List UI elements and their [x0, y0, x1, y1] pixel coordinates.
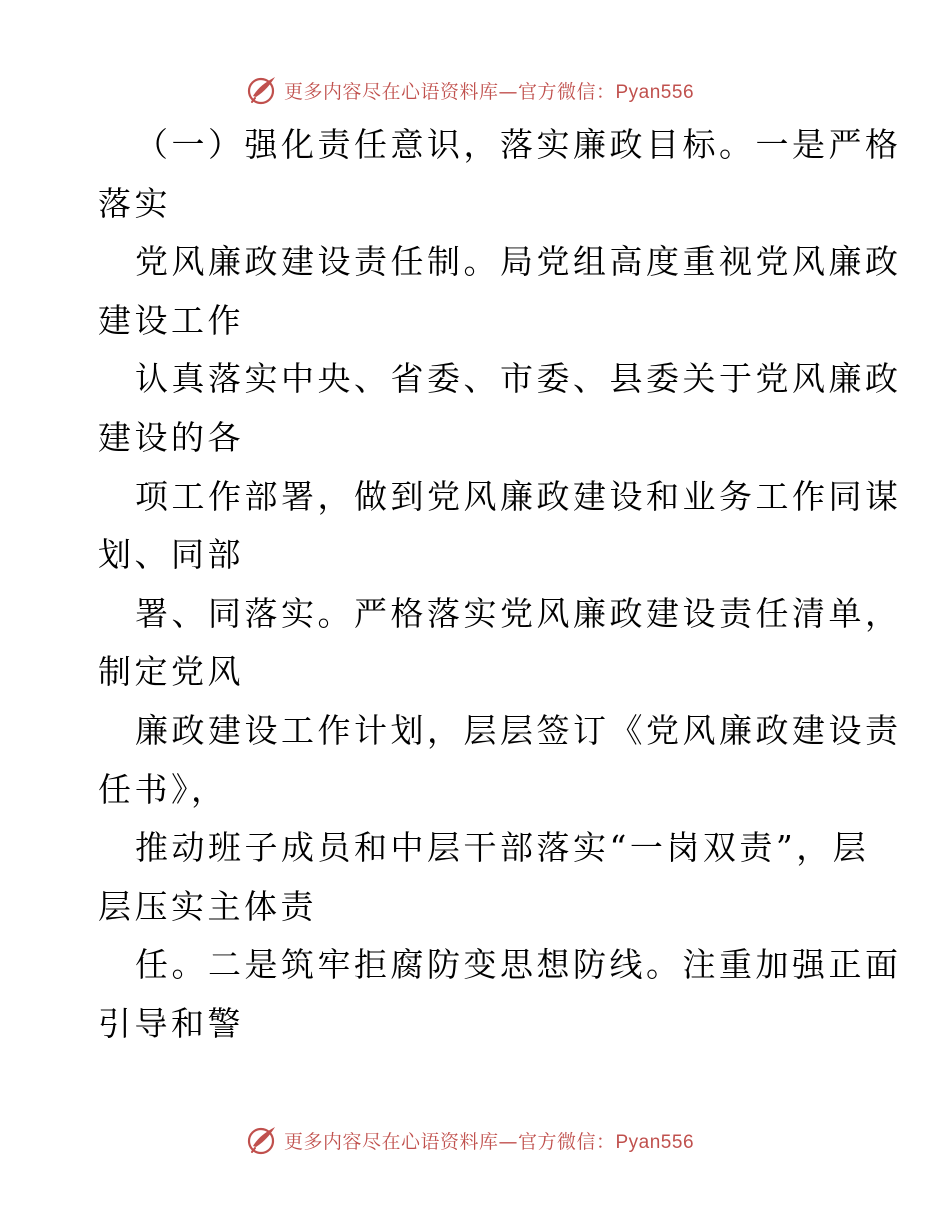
body-line: 任。二是筑牢拒腐防变思想防线。注重加强正面	[135, 945, 902, 985]
body-line: 建设的各	[98, 417, 244, 457]
body-line: 认真落实中央、省委、市委、县委关于党风廉政	[135, 359, 902, 399]
body-line: 党风廉政建设责任制。局党组高度重视党风廉政	[135, 242, 902, 282]
body-line: 任书》，	[98, 769, 228, 809]
body-line: 廉政建设工作计划，层层签订《党风廉政建设责	[135, 710, 902, 750]
body-line: （一）强化责任意识，落实廉政目标。一是严格	[135, 125, 902, 164]
header-watermark-text: 更多内容尽在心语资料库—官方微信：Pyan556	[283, 80, 695, 103]
footer-watermark-banner	[0, 1122, 950, 1158]
quill-logo-icon	[246, 74, 278, 106]
header-wechat-handle: Pyan556	[615, 81, 695, 103]
footer-watermark-text: 更多内容尽在心语资料库—官方微信：Pyan556	[283, 1130, 695, 1153]
footer-wechat-handle: Pyan556	[615, 1131, 695, 1153]
body-line: 制定党风	[98, 652, 244, 692]
body-line: 划、同部	[98, 535, 244, 575]
body-line: 落实	[98, 183, 171, 223]
body-line: 项工作部署，做到党风廉政建设和业务工作同谋	[135, 476, 902, 516]
body-line: 引导和警	[98, 1003, 244, 1043]
quill-logo-icon	[246, 1124, 278, 1156]
header-watermark-banner	[0, 72, 950, 108]
body-line: 署、同落实。严格落实党风廉政建设责任清单，	[135, 593, 902, 633]
body-line: 建设工作	[98, 300, 244, 340]
body-line: 推动班子成员和中层干部落实“一岗双责”，层	[135, 828, 870, 868]
body-line: 层压实主体责	[98, 886, 317, 926]
document-body	[98, 116, 902, 1054]
